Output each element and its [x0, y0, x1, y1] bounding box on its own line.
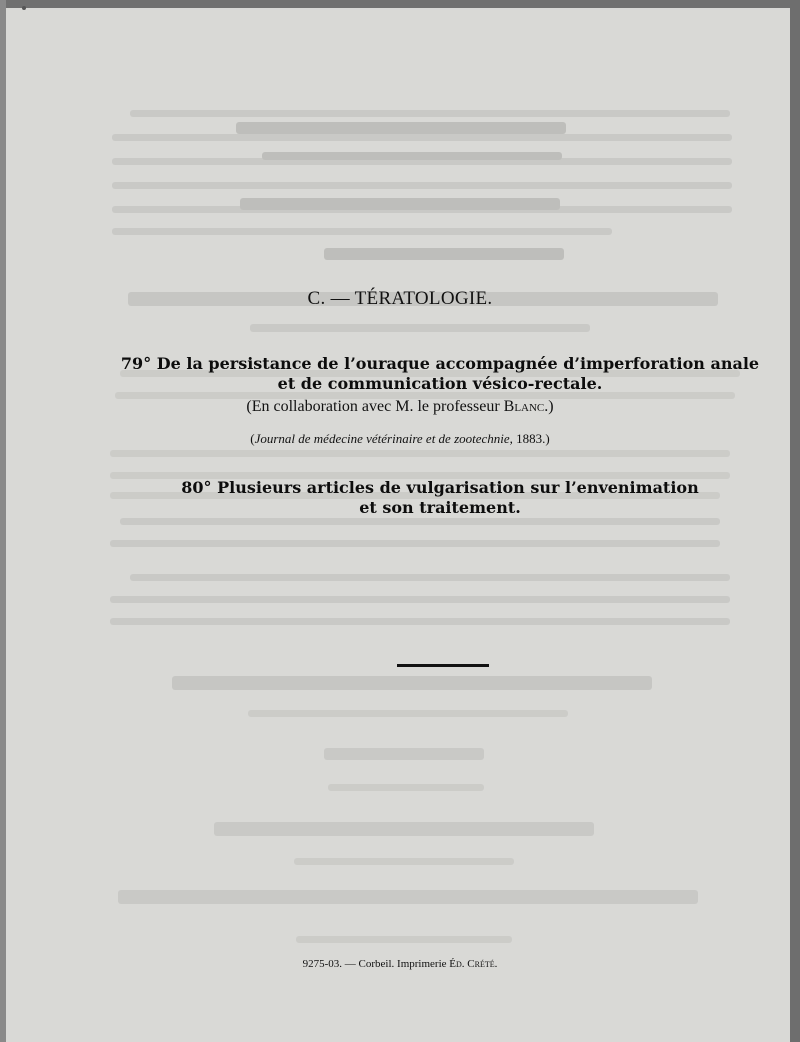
collab-suffix: .)	[544, 398, 554, 415]
section-heading	[0, 288, 800, 310]
printer-imprint	[0, 958, 800, 970]
item-79-number: 79°	[120, 354, 152, 373]
item-80-title-line1	[110, 478, 770, 498]
section-letter: C.	[307, 288, 326, 309]
section-title: TÉRATOLOGIE.	[354, 288, 493, 309]
item-79-title-line1	[110, 354, 770, 374]
closing-rule	[397, 664, 489, 667]
item-80-number: 80°	[181, 478, 212, 497]
collab-name: Blanc	[503, 398, 545, 415]
journal-year: 1883.	[516, 431, 546, 446]
journal-reference: (Journal de médecine vétérinaire et de zootechnie, 1883.)	[250, 431, 550, 446]
collaboration-note	[0, 398, 800, 416]
item-79-title	[110, 354, 770, 394]
item-80-title-text: Plusieurs articles de vulgarisation sur l’envenimation	[217, 478, 699, 497]
collab-prefix: (En collaboration avec M. le professeur	[246, 398, 500, 415]
section-dash: —	[330, 288, 350, 309]
imprint-printer: Éd. Crété	[449, 958, 495, 970]
imprint-text: Corbeil. Imprimerie	[358, 958, 447, 970]
item-80-title-line2: et son traitement.	[359, 498, 521, 517]
imprint-code: 9275-03.	[302, 958, 343, 970]
imprint-dash: —	[344, 958, 356, 970]
journal-name: Journal de médecine vétérinaire et de zootechnie,	[254, 431, 513, 446]
imprint-end: .	[494, 958, 498, 970]
item-79-title-line2: et de communication vésico-rectale.	[277, 374, 603, 393]
item-79-title-text: De la persistance de l’ouraque accompagnée d’imperforation anale	[156, 354, 760, 373]
item-80-title	[110, 478, 770, 518]
